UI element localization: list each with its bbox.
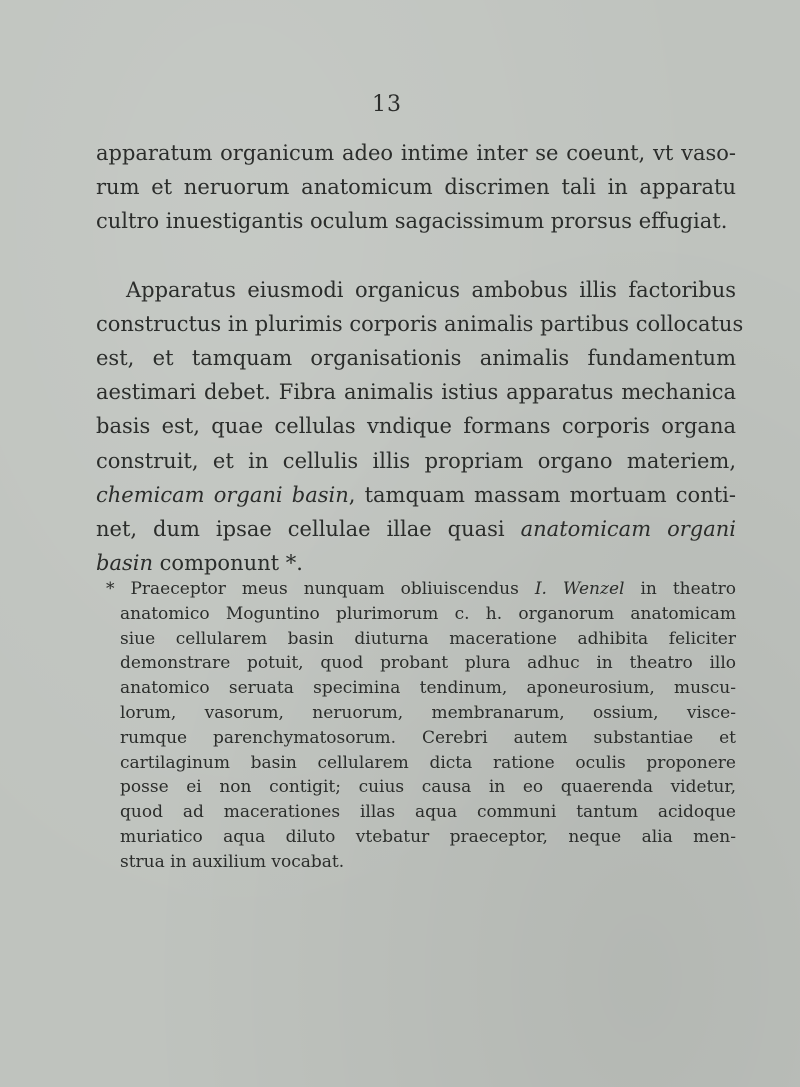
italic-phrase: anatomicam organi bbox=[520, 517, 736, 542]
text-line: rum et neruorum anatomicum discrimen tali in apparatu bbox=[96, 175, 736, 200]
page-number: 13 bbox=[372, 92, 402, 117]
footnote-line: anatomico seruata specimina tendinum, aponeurosium, muscu- bbox=[120, 678, 736, 699]
paragraph-gap bbox=[96, 239, 736, 273]
text-line bbox=[96, 478, 736, 512]
footnote-line bbox=[106, 577, 736, 602]
footnote-line: anatomico Moguntino plurimorum c. h. organorum anatomicam bbox=[120, 603, 736, 624]
italic-phrase: chemicam organi basin bbox=[96, 482, 349, 507]
text-line: Apparatus eiusmodi organicus ambobus illis factoribus bbox=[126, 277, 736, 302]
text-line bbox=[96, 512, 736, 546]
text-run: , tamquam massam mortuam conti- bbox=[348, 482, 736, 507]
text-run: componunt *. bbox=[152, 551, 303, 576]
text-run: net, dum ipsae cellulae illae quasi bbox=[96, 517, 521, 542]
text-line bbox=[96, 546, 736, 580]
footnote-line: quod ad macerationes illas aqua communi tantum acidoque bbox=[120, 802, 736, 823]
text-line: basis est, quae cellulas vndique formans corporis organa bbox=[96, 414, 736, 439]
text-line: est, et tamquam organisationis animalis fundamentum bbox=[96, 346, 736, 371]
text-line: apparatum organicum adeo intime inter se coeunt, vt vaso- bbox=[96, 141, 736, 165]
footnote-line: demonstrare potuit, quod probant plura adhuc in theatro illo bbox=[120, 653, 736, 674]
text-line: aestimari debet. Fibra animalis istius apparatus mechanica bbox=[96, 380, 736, 405]
text-line: cultro inuestigantis oculum sagacissimum prorsus effugiat. bbox=[96, 209, 728, 234]
footnote-line: posse ei non contigit; cuius causa in eo quaerenda videtur, bbox=[120, 777, 736, 798]
footnote bbox=[106, 577, 736, 875]
footnote-line: lorum, vasorum, neruorum, membranarum, ossium, visce- bbox=[120, 702, 736, 723]
footnote-line: siue cellularem basin diuturna maceratione adhibita feliciter bbox=[120, 628, 736, 649]
footnote-line: muriatico aqua diluto vtebatur praeceptor, neque alia men- bbox=[120, 826, 736, 847]
text-run: * Praeceptor meus nunquam obliuiscendus bbox=[106, 579, 535, 599]
footnote-line: cartilaginum basin cellularem dicta ratione oculis proponere bbox=[120, 752, 736, 773]
text-line: constructus in plurimis corporis animalis partibus collocatus bbox=[96, 311, 744, 336]
main-text bbox=[96, 136, 744, 580]
italic-phrase: basin bbox=[96, 551, 153, 576]
text-run: in theatro bbox=[624, 579, 736, 599]
italic-name: I. Wenzel bbox=[534, 579, 625, 599]
text-line: construit, et in cellulis illis propriam organo materiem, bbox=[96, 448, 736, 473]
footnote-line: rumque parenchymatosorum. Cerebri autem substantiae et bbox=[120, 727, 736, 748]
footnote-line: strua in auxilium vocabat. bbox=[120, 851, 345, 872]
